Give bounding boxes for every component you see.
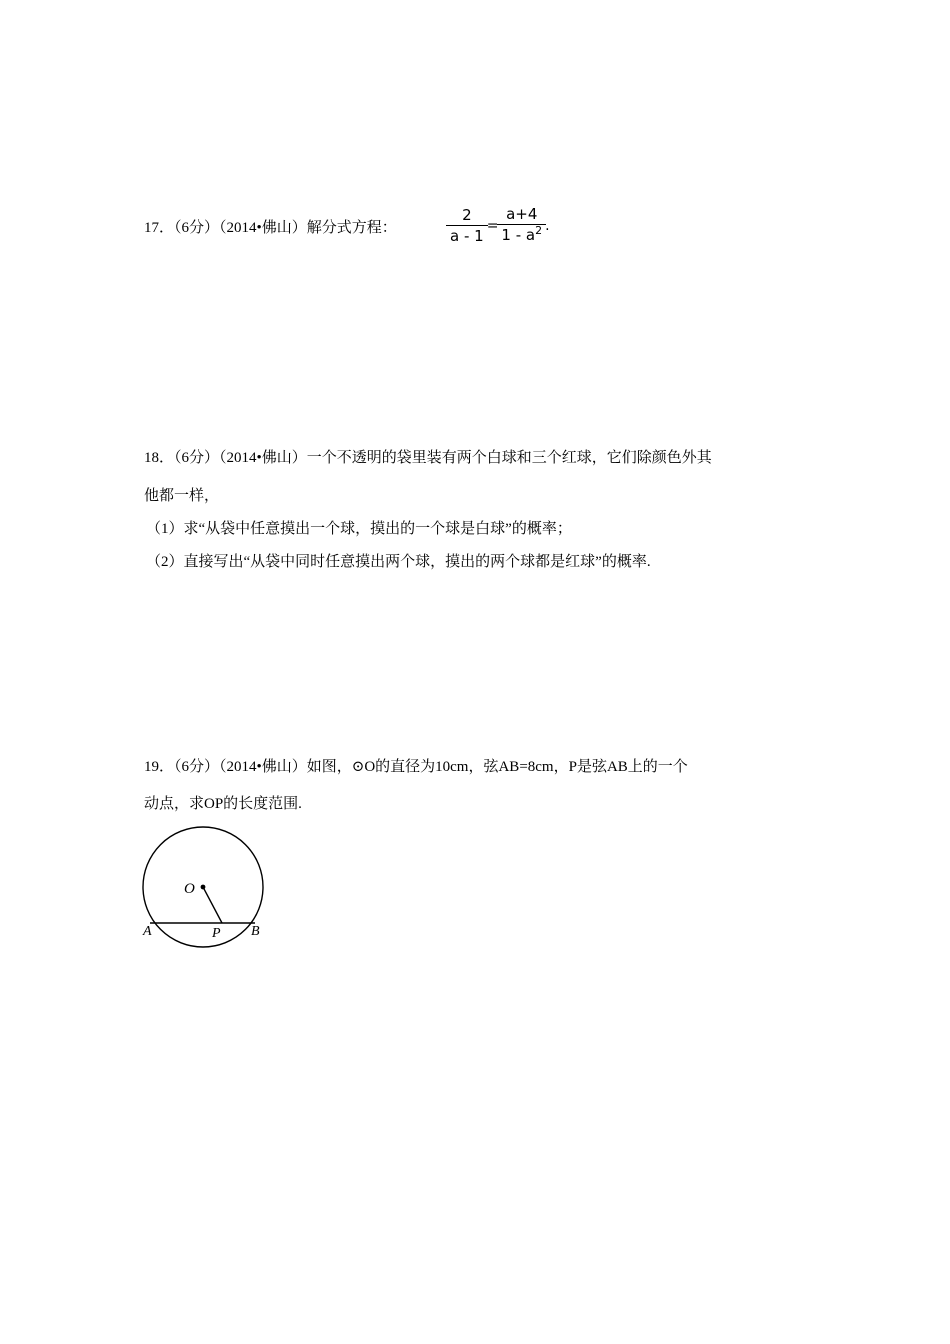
label-a: A — [143, 924, 152, 939]
question-17-prefix: 17．（6分）（2014•佛山）解分式方程： — [144, 220, 397, 236]
fraction-right-denominator-base: 1 - a — [501, 226, 536, 244]
exponent: 2 — [535, 224, 543, 237]
fraction-right-numerator: a+4 — [497, 205, 546, 225]
label-p: P — [212, 926, 221, 941]
fraction-right — [497, 205, 546, 246]
question-18-part-2: （2）直接写出“从袋中同时任意摸出两个球，摸出的两个球都是红球”的概率. — [146, 554, 651, 570]
question-18-line-2: 他都一样， — [144, 488, 220, 504]
fraction-left — [446, 206, 488, 245]
question-17-equation — [446, 205, 549, 246]
period: . — [545, 217, 550, 234]
fraction-left-denominator: a - 1 — [450, 227, 484, 245]
label-o: O — [184, 881, 195, 897]
circle-chord-figure — [140, 824, 276, 950]
fraction-right-denominator — [497, 225, 546, 246]
question-18-line-1: 18．（6分）（2014•佛山）一个不透明的袋里装有两个白球和三个红球，它们除颜色外其 — [144, 450, 712, 466]
fraction-left-numerator: 2 — [446, 206, 488, 226]
question-17-text — [144, 218, 397, 238]
segment-op — [203, 887, 222, 923]
center-point-o — [201, 885, 206, 890]
question-19-line-1: 19．（6分）（2014•佛山）如图，⊙O的直径为10cm，弦AB=8cm，P是弦AB上的一个 — [144, 759, 688, 775]
equals-sign: = — [486, 217, 499, 234]
label-b: B — [251, 924, 260, 939]
question-19-line-2: 动点，求OP的长度范围. — [144, 796, 302, 812]
question-18-part-1: （1）求“从袋中任意摸出一个球，摸出的一个球是白球”的概率； — [146, 521, 572, 537]
